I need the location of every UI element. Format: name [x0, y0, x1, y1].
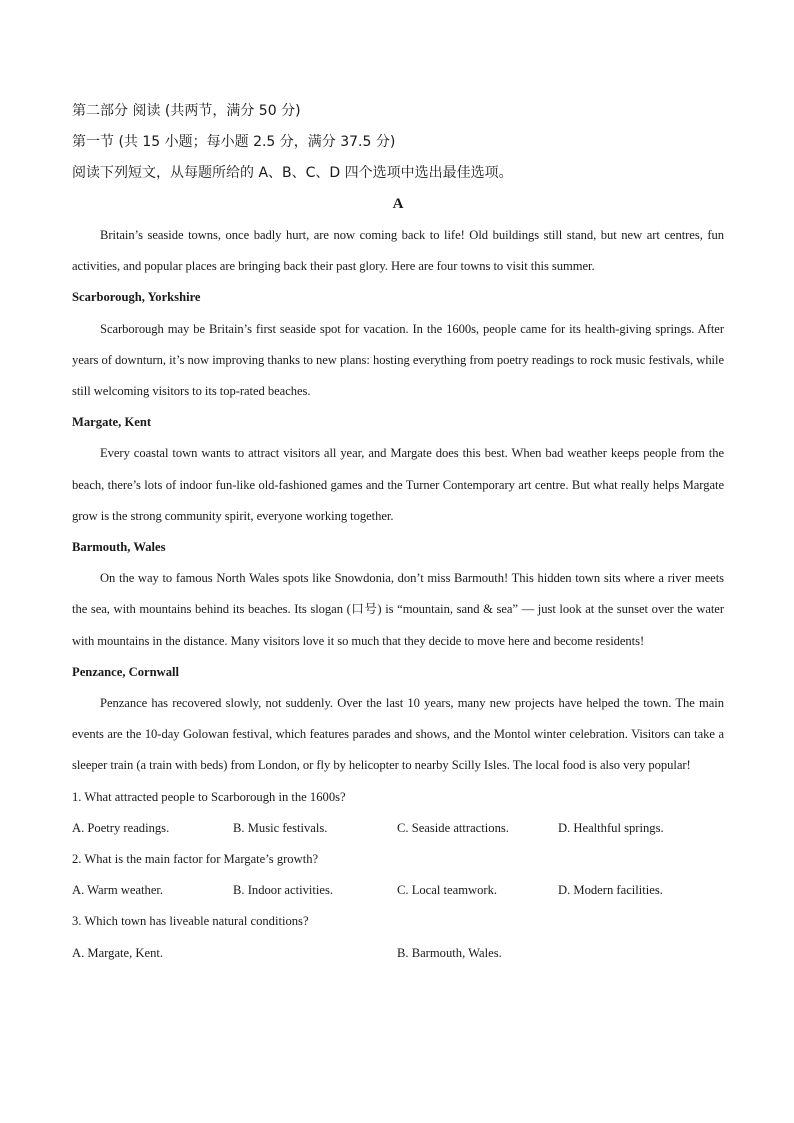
passage-label: A	[392, 196, 404, 212]
option-d: D. Modern facilities.	[558, 883, 663, 898]
section-title: Barmouth, Wales	[72, 540, 166, 554]
section-title: Margate, Kent	[72, 415, 152, 430]
option-a: A. Warm weather.	[72, 883, 164, 898]
section-title: Penzance, Cornwall	[72, 664, 180, 679]
option-a: A. Margate, Kent.	[72, 945, 164, 960]
option-c: C. Local teamwork.	[397, 883, 498, 898]
exam-page	[72, 96, 724, 969]
option-c: C. Seaside attractions.	[397, 820, 509, 835]
option-b: B. Barmouth, Wales.	[397, 945, 502, 960]
question-options	[72, 813, 724, 844]
option-a: A. Poetry readings.	[72, 820, 170, 835]
option-b: B. Music festivals.	[233, 820, 328, 835]
question-options	[72, 875, 724, 906]
section-header: 第二部分 阅读 (共两节，满分 50 分)	[72, 103, 301, 119]
instructions: 阅读下列短文，从每题所给的 A、B、C、D 四个选项中选出最佳选项。	[72, 165, 513, 181]
option-d: D. Healthful springs.	[558, 820, 664, 835]
section-title: Scarborough, Yorkshire	[72, 290, 201, 305]
option-b: B. Indoor activities.	[233, 883, 334, 898]
section-text: On the way to famous North Wales spots like Snowdonia, don’t miss Barmouth! This hidden town sits where a river meets the sea, with mountains behind its beaches. Its slogan (口号) is “mountain, sand & sea” — just look at the sunset over the water with mountains in the distance. Many visitors love it so much that they decide to move here and become residents!	[72, 571, 724, 648]
question-stem: 3. Which town has liveable natural conditions?	[72, 914, 309, 929]
section-text: Scarborough may be Britain’s first seaside spot for vacation. In the 1600s, people came for its health-giving springs. After years of downturn, it’s now improving thanks to new plans: hosting everything from poetry readings to rock music festivals, while still welcoming visitors to its top-rated beaches.	[72, 321, 724, 398]
question-stem: 2. What is the main factor for Margate’s growth?	[72, 851, 319, 866]
passage-intro: Britain’s seaside towns, once badly hurt, are now coming back to life! Old buildings still stand, but new art centres, fun activities, and popular places are bringing back their past glory. Here are four towns to visit this summer.	[72, 228, 724, 274]
subsection-header: 第一节 (共 15 小题；每小题 2.5 分，满分 37.5 分)	[72, 134, 396, 150]
section-text: Every coastal town wants to attract visitors all year, and Margate does this best. When bad weather keeps people from the beach, there’s lots of indoor fun-like old-fashioned games and the Turner Contemporary art centre. But what really helps Margate grow is the strong community spirit, everyone working together.	[72, 446, 724, 523]
question-options	[72, 938, 724, 969]
section-text: Penzance has recovered slowly, not suddenly. Over the last 10 years, many new projects have helped the town. The main events are the 10-day Golowan festival, which features parades and shows, and the Montol winter celebration. Visitors can take a sleeper train (a train with beds) from London, or fly by helicopter to nearby Scilly Isles. The local food is also very popular!	[72, 695, 724, 773]
question-stem: 1. What attracted people to Scarborough in the 1600s?	[72, 789, 346, 804]
